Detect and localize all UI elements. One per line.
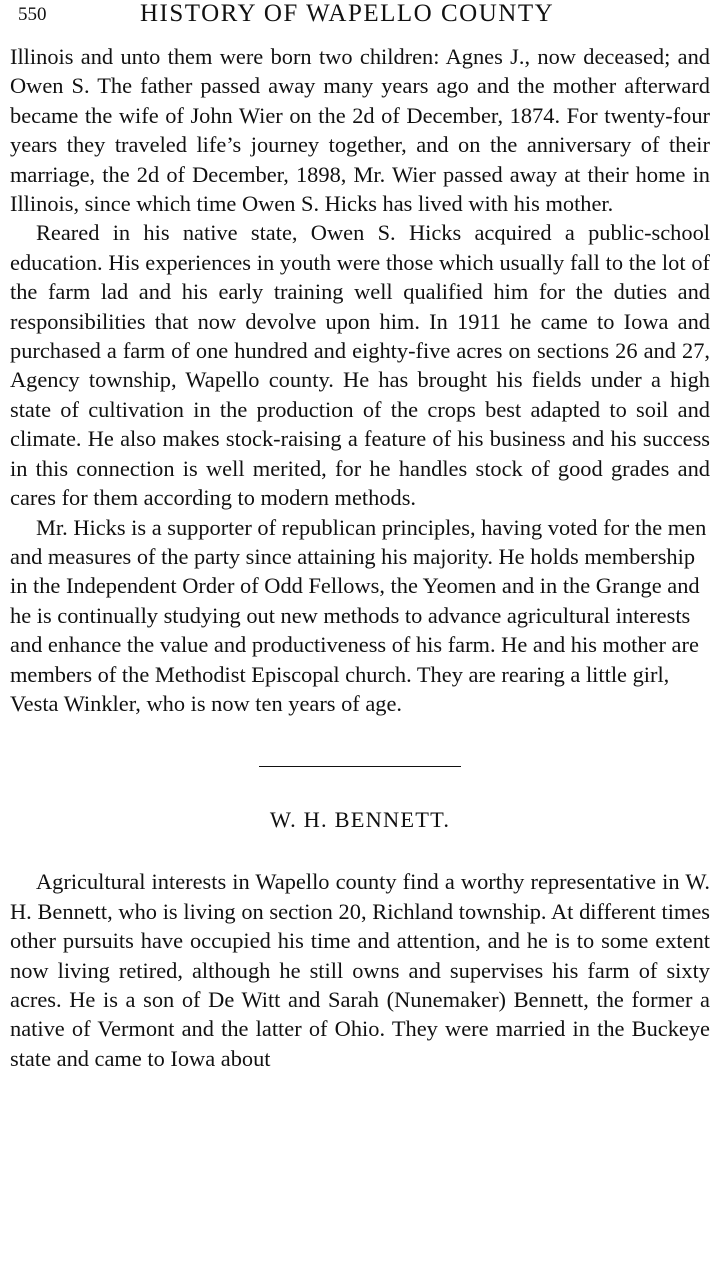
section-title: W. H. BENNETT. [269,807,451,833]
page-header [10,0,710,42]
paragraph: Agricultural interests in Wapello county find a worthy representative in W. H. Bennett, who is living on section 20, Richland township. At different times other pursuits have occupied his time and attention, and he is to some extent now living retired, although he still owns and supervises his farm of sixty acres. He is a son of De Witt and Sarah (Nunemaker) Bennett, the former a native of Vermont and the latter of Ohio. They were married in the Buckeye state and came to Iowa about [10,869,710,1071]
running-title: HISTORY OF WAPELLO COUNTY [140,0,555,27]
paragraph: Mr. Hicks is a supporter of republican principles, having voted for the men and measures of the party since attaining his majority. He holds membership in the Independent Order of Odd Fellows, the Yeomen and in the Grange and he is continually studying out new methods to advance agricultural interests and enhance the value and productiveness of his farm. He and his mother are members of the Methodist Episcopal church. They are rearing a little girl, Vesta Winkler, who is now ten years of age. [10,514,707,716]
page-number: 550 [18,4,47,25]
paragraph-continued: Illinois and unto them were born two children: Agnes J., now deceased; and Owen S. The father passed away many years ago and the mother afterward became the wife of John Wier on the 2d of December, 1874. For twenty-four years they traveled life’s journey together, and on the anniversary of their marriage, the 2d of December, 1898, Mr. Wier passed away at their home in Illinois, since which time Owen S. Hicks has lived with his mother. [10,44,710,217]
paragraph: Reared in his native state, Owen S. Hicks acquired a public-school education. His experiences in youth were those which usually fall to the lot of the farm lad and his early training well qualified him for the duties and responsibilities that now devolve upon him. In 1911 he came to Iowa and purchased a farm of one hundred and eighty-five acres on sections 26 and 27, Agency township, Wapello county. He has brought his fields under a high state of cultivation in the production of the crops best adapted to soil and climate. He also makes stock-raising a feature of his business and his success in this connection is well merited, for he handles stock of good grades and cares for them according to modern methods. [10,220,710,511]
section-divider [259,766,461,767]
